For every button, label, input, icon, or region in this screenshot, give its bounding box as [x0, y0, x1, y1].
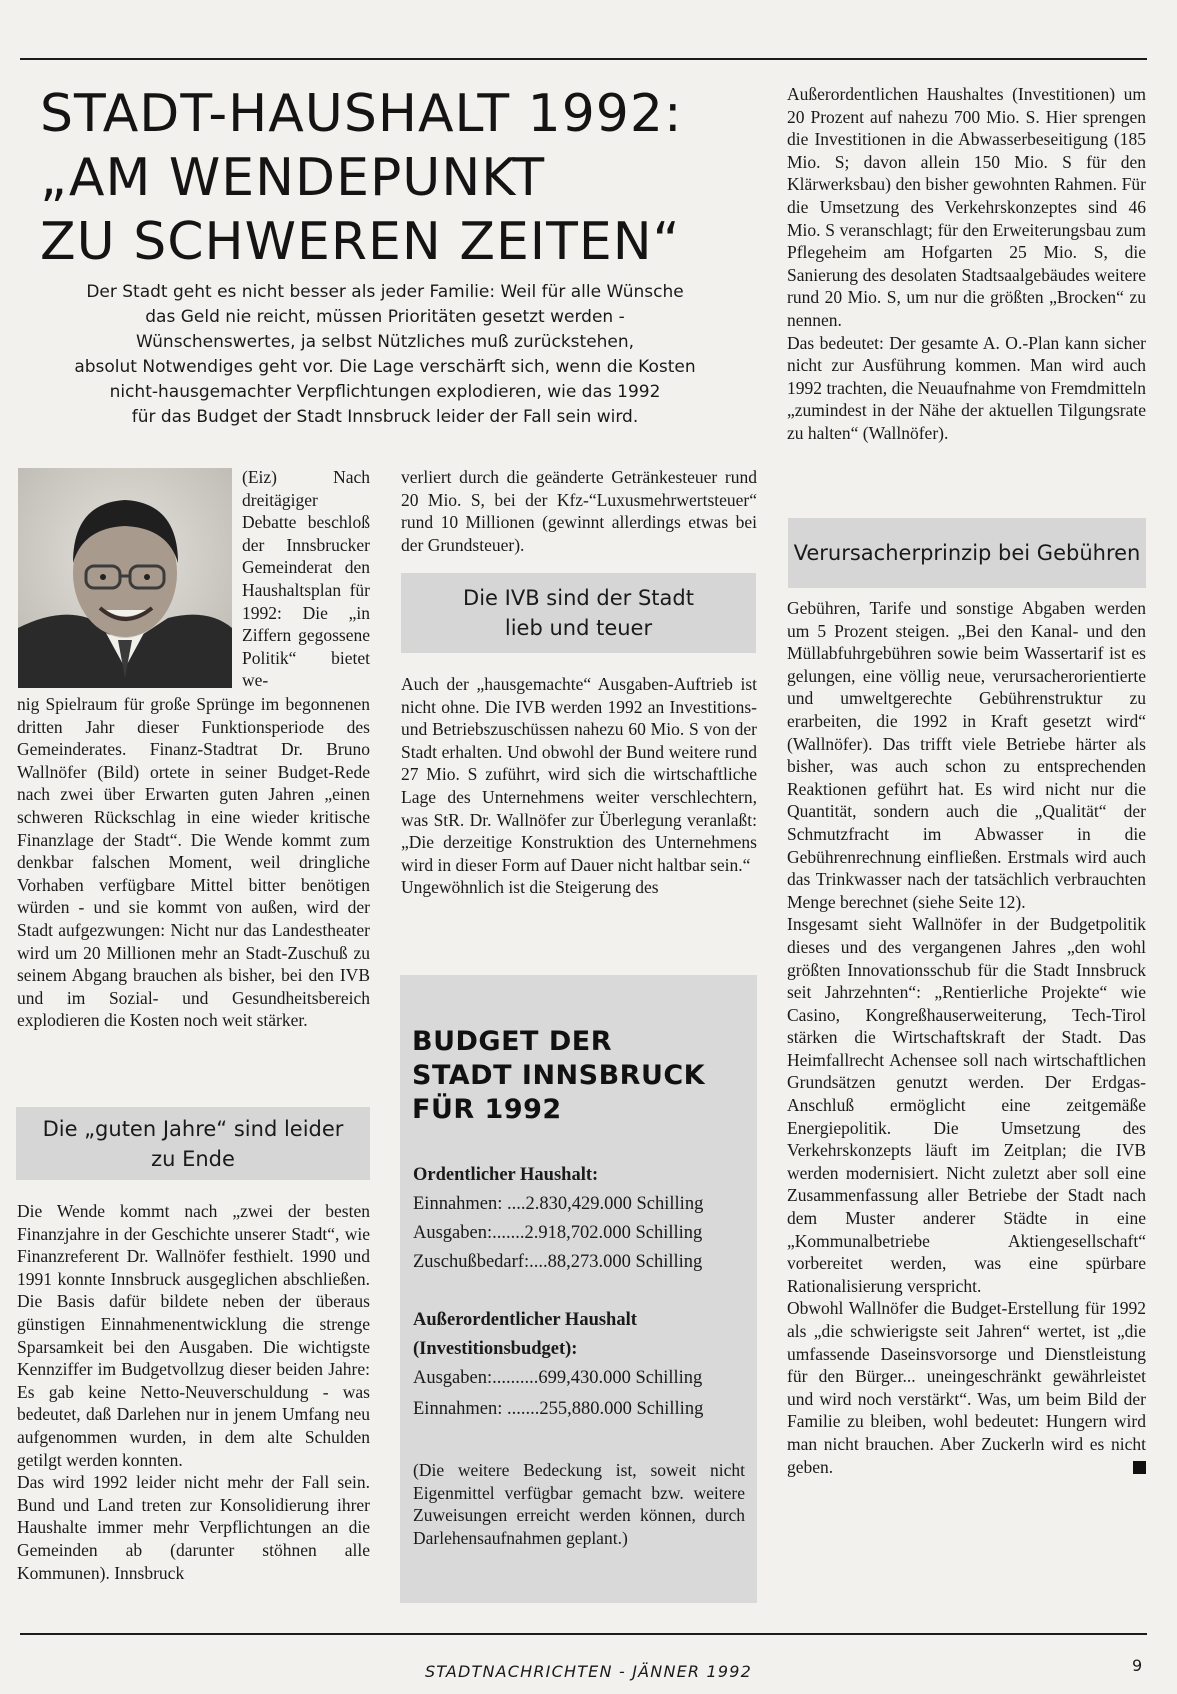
col3-subhead: [788, 518, 1146, 588]
extraordinary-budget-subheading: (Investitionsbudget):: [413, 1339, 578, 1359]
headline-line-2: „AM WENDEPUNKT: [40, 148, 546, 208]
lead-line: Der Stadt geht es nicht besser als jeder Familie: Weil für alle Wünsche: [86, 282, 684, 302]
ordinary-income-row: Einnahmen: ....2.830,429.000 Schilling: [413, 1194, 704, 1214]
budget-title-line: FÜR 1992: [412, 1094, 562, 1125]
lead-paragraph: [60, 280, 710, 430]
extraordinary-budget-heading: Außerordentlicher Haushalt: [413, 1310, 637, 1330]
col1-body: [17, 1200, 370, 1584]
top-rule: [20, 58, 1147, 60]
col3-subhead-text: Verursacherprinzip bei Gebühren: [793, 541, 1141, 565]
col3-paragraph: Außerordentlichen Haushaltes (Investitionen) um 20 Prozent auf nahezu 700 Mio. S. Hier sprengen die Investitionen in die Abwasserbeseitigung (185 Mio. S; davon allein 150 Mio. S für den Klärwerksbau) den bisher gewohnten Rahmen. Für die Umsetzung des Verkehrskonzeptes sind 46 Mio. S veranschlagt; für den Erweiterungsbau zum Pflegeheim am Hofgarten 25 Mio. S, die Sanierung des desolaten Stadtsaalgebäudes weitere rund 20 Mio. S, um nur die größten „Brocken“ zu nennen.: [787, 84, 1146, 330]
col1-paragraph: Das wird 1992 leider nicht mehr der Fall sein. Bund und Land treten zur Konsolidierung ihrer Haushalte immer mehr Verpflichtungen an die Gemeinden ab (darunter stöhnen alle Kommunen). Innsbruck: [17, 1472, 370, 1583]
budget-title-line: BUDGET DER: [412, 1026, 612, 1057]
col3-closing-text: Obwohl Wallnöfer die Budget-Erstellung für 1992 als „die schwierigste seit Jahren“ wertet, ist „die umfassende Daseinsvorsorge und Dienstleistung für den Bürger... uneingeschränkt gewährleistet und wird noch verstärkt“. Was, um beim Bild der Familie zu bleiben, wohl bedeutet: Hungern wird man nicht brauchen. Aber Zuckerln wird es nicht geben.: [787, 1298, 1146, 1477]
end-of-article-square-icon: [1133, 1461, 1146, 1474]
budget-title-line: STADT INNSBRUCK: [412, 1060, 706, 1091]
col1-paragraph: Die Wende kommt nach „zwei der besten Finanzjahre in der Geschichte unserer Stadt“, wie Finanzreferent Dr. Wallnöfer festhielt. 1990 und 1991 konnte Innsbruck ausgeglichen abschließen. Die Basis dafür bildete neben der überaus günstigen Einnahmenentwicklung die strenge Sparsamkeit bei den Ausgaben. Die wichtigste Kennziffer im Budgetvollzug dieser beiden Jahre: Es gab keine Netto-Neuverschuldung - was bedeutet, daß Darlehen nur in jenem Umfang neu aufgenommen wurden, in dem alte Schulden getilgt werden konnten.: [17, 1201, 370, 1470]
portrait-illustration: [18, 468, 232, 688]
col1-intro-continued: [17, 693, 370, 1032]
col3-paragraph: Insgesamt sieht Wallnöfer in der Budgetpolitik dieses und des vergangenen Jahres „den wohl größten Innovationsschub für die Stadt Innsbruck seit Jahrzehnten“: „Rentierliche Projekte“ wie Casino, Kongreßhauserweiterung, Tech-Tirol stärken die Wirtschaftskraft der Stadt. Das Heimfallrecht Achensee soll nach wirtschaftlichen Grundsätzen genutzt werden. Der Erdgas-Anschluß ermöglicht eine zeitgemäße Energiepolitik. Die Umsetzung des Verkehrskonzepts läuft im Zeitplan; die IVB werden modernisiert. Nicht zuletzt aber soll eine Zusammenfassung aller Betriebe der Stadt nach dem Muster anderer Städte in eine „Kommunalbetriebe Aktiengesellschaft“ vorbereitet werden, was eine spürbare Rationalisierung verspricht.: [787, 914, 1146, 1296]
col2-body: [401, 673, 757, 899]
col3-body: [787, 597, 1146, 1478]
col2-subhead-line: Die IVB sind der Stadt: [463, 586, 694, 610]
budget-box: [400, 975, 757, 1603]
col2-subhead-line: lieb und teuer: [504, 616, 653, 640]
col2-paragraph: Auch der „hausgemachte“ Ausgaben-Auftrieb ist nicht ohne. Die IVB werden 1992 an Investitions- und Betriebszuschüssen nahezu 60 Mio. S von der Stadt erhalten. Und obwohl der Bund weitere rund 27 Mio. S zuführt, wird sich die wirtschaftliche Lage des Unternehmens weiter verschlechtern, was StR. Dr. Wallnöfer zur Überlegung veranlaßt: „Die derzeitige Konstruktion des Unternehmens wird in dieser Form auf Dauer nicht haltbar sein.“: [401, 674, 757, 875]
page-number: 9: [1132, 1656, 1143, 1675]
lead-line: für das Budget der Stadt Innsbruck leider der Fall sein wird.: [131, 407, 639, 427]
ordinary-budget-heading: Ordentlicher Haushalt:: [413, 1165, 599, 1185]
lead-line: absolut Notwendiges geht vor. Die Lage verschärft sich, wenn die Kosten: [74, 357, 696, 377]
col1-subhead-line: zu Ende: [151, 1146, 235, 1171]
ordinary-expenses-row: Ausgaben:.......2.918,702.000 Schilling: [413, 1223, 703, 1243]
col2-top: [401, 466, 757, 556]
ordinary-subsidy-row: Zuschußbedarf:....88,273.000 Schilling: [413, 1252, 703, 1272]
col3-paragraph: Gebühren, Tarife und sonstige Abgaben werden um 5 Prozent steigen. „Bei den Kanal- und den Müllabfuhrgebühren sowie beim Wassertarif ist es gelungen, eine völlig neue, verursacherorientierte und umweltgerechte Gebührenstruktur zu erarbeiten, die 1992 in Kraft gesetzt wird“ (Wallnöfer). Das trifft viele Betriebe härter als bisher, was auch schon zu entsprechenden Reaktionen geführt hat. Es wird nicht nur die Quantität, sondern auch die „Qualität“ der Schmutzfracht im Abwasser in die Gebührenrechnung einfließen. Erstmals wird auch das Trinkwasser nach der tatsächlich verbrauchten Menge berechnet (siehe Seite 12).: [787, 598, 1146, 912]
col3-paragraph: Das bedeutet: Der gesamte A. O.-Plan kann sicher nicht zur Ausführung kommen. Man wird auch 1992 trachten, die Neuaufnahme von Fremdmitteln „zumindest in der Nähe der aktuellen Tilgungsrate zu halten“ (Wallnöfer).: [787, 332, 1146, 443]
headline-line-1: STADT-HAUSHALT 1992:: [40, 84, 683, 144]
col1-intro-beside-photo: [242, 466, 370, 692]
headline-line-3: ZU SCHWEREN ZEITEN“: [40, 212, 681, 272]
portrait-photo: [18, 468, 232, 688]
footer-publication: STADTNACHRICHTEN - JÄNNER 1992: [424, 1662, 753, 1681]
extraordinary-income-row: Einnahmen: .......255,880.000 Schilling: [413, 1399, 704, 1419]
col1-subhead: [16, 1107, 370, 1180]
lead-line: nicht-hausgemachter Verpflichtungen explodieren, wie das 1992: [109, 382, 661, 402]
extraordinary-expenses-row: Ausgaben:..........699,430.000 Schilling: [413, 1368, 703, 1388]
col3-top: [787, 83, 1146, 445]
lead-line: das Geld nie reicht, müssen Prioritäten gesetzt werden -: [145, 307, 625, 327]
budget-title: [412, 1025, 752, 1127]
col3-paragraph-last: [787, 1297, 1146, 1478]
col1-subhead-line: Die „guten Jahre“ sind leider: [42, 1116, 344, 1141]
col2-subhead: [401, 573, 756, 653]
lead-line: Wünschenswertes, ja selbst Nützliches muß zurückstehen,: [135, 332, 635, 352]
col2-paragraph: verliert durch die geänderte Getränkesteuer rund 20 Mio. S, bei der Kfz-“Luxusmehrwertsteuer“ rund 10 Millionen (gewinnt allerdings etwas bei der Grundsteuer).: [401, 467, 757, 555]
headline: [40, 82, 750, 274]
col1-intro-text: (Eiz) Nach dreitägiger Debatte beschloß der Innsbrucker Gemeinderat den Haushaltsplan für 1992: Die „in Ziffern gegossene Politik“ bietet we-: [242, 467, 370, 691]
col2-paragraph: Ungewöhnlich ist die Steigerung des: [401, 877, 659, 898]
budget-note: (Die weitere Bedeckung ist, soweit nicht Eigenmittel verfügbar gemacht bzw. weitere Zuweisungen erreicht werden können, durch Darlehensaufnahmen geplant.): [413, 1460, 745, 1548]
bottom-rule: [20, 1633, 1147, 1635]
col1-intro-rest-text: nig Spielraum für große Sprünge im begonnenen dritten Jahr dieser Funktionsperiode des Gemeinderates. Finanz-Stadtrat Dr. Bruno Wallnöfer (Bild) ortete in seiner Budget-Rede nach zwei über Erwarten guten Jahren „einen schweren Rückschlag in eine wieder kritische Finanzlage der Stadt“. Die Wende kommt zum denkbar falschen Moment, weil dringliche Vorhaben verfügbare Mittel bitter benötigen würden - und sie kommt von außen, wird der Stadt aufgezwungen: Nicht nur das Landestheater wird um 20 Millionen mehr an Stadt-Zuschuß zu seinem Abgang brauchen als bisher, bei den IVB und im Sozial- und Gesundheitsbereich explodieren die Kosten noch weit stärker.: [17, 694, 370, 1031]
